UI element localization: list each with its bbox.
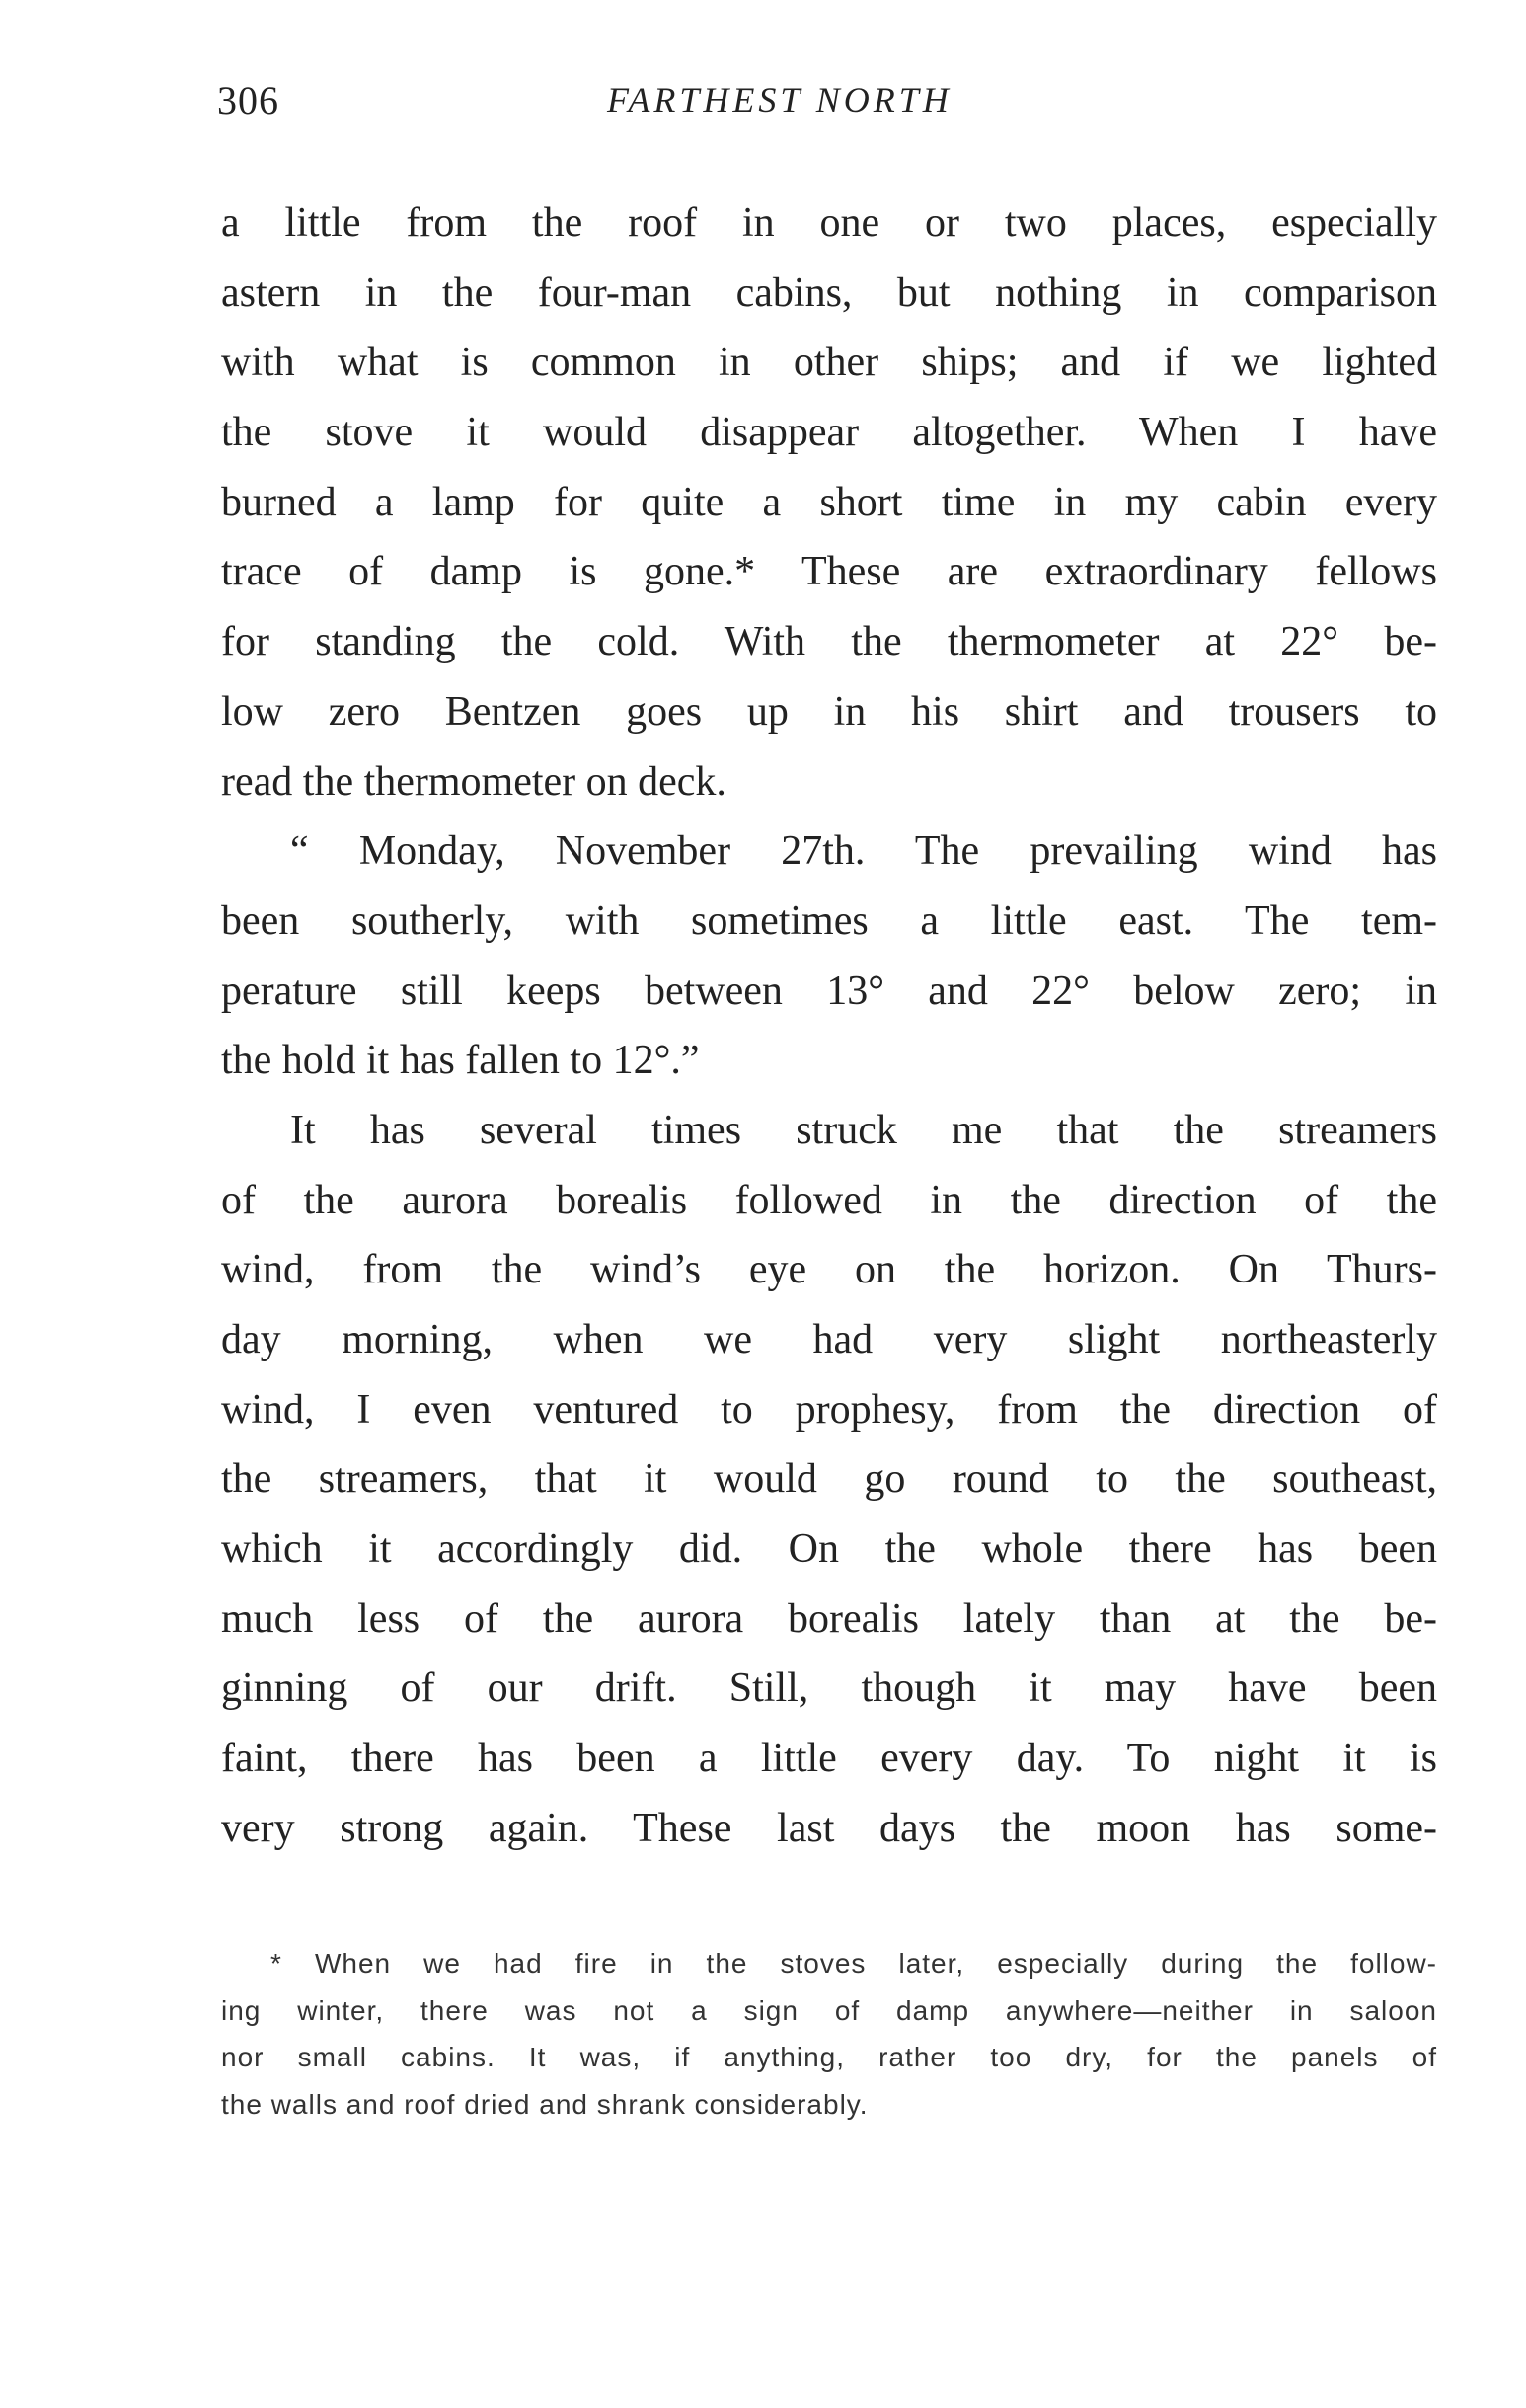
page-header [217, 77, 1431, 136]
running-head: FARTHEST NORTH [607, 80, 953, 119]
text-line: day morning, when we had very slight northeasterly [221, 1317, 1437, 1362]
text-line: faint, there has been a little every day. To night it is [221, 1736, 1437, 1782]
text-line: of the aurora borealis followed in the direction of the [221, 1177, 1437, 1223]
text-line: a little from the roof in one or two places, especially [221, 200, 1437, 246]
text-line: with what is common in other ships; and if we lighted [221, 340, 1437, 386]
text-line: been southerly, with sometimes a little east. The tem- [221, 897, 1437, 944]
text-line: low zero Bentzen goes up in his shirt and trousers to [221, 688, 1437, 735]
footnote [221, 1940, 1437, 2128]
text-line: burned a lamp for quite a short time in my cabin every [221, 479, 1437, 525]
text-line: astern in the four-man cabins, but nothing in comparison [221, 270, 1437, 316]
text-line: “ Monday, November 27th. The prevailing wind has [290, 828, 1437, 875]
footnote-line: ing winter, there was not a sign of damp anywhere—neither in saloon [221, 1994, 1437, 2026]
text-line: read the thermometer on deck. [221, 758, 726, 805]
footnote-line: * When we had fire in the stoves later, especially during the follow- [270, 1948, 1437, 1979]
footnote-line: the walls and roof dried and shrank considerably. [221, 2088, 869, 2120]
text-line: It has several times struck me that the streamers [290, 1107, 1437, 1153]
text-line: which it accordingly did. On the whole there has been [221, 1526, 1437, 1573]
text-line: the streamers, that it would go round to the southeast, [221, 1456, 1437, 1503]
body-text [221, 189, 1437, 1864]
text-line: perature still keeps between 13° and 22° below zero; in [221, 968, 1437, 1014]
text-line: much less of the aurora borealis lately than at the be- [221, 1595, 1437, 1642]
text-line: wind, from the wind’s eye on the horizon. On Thurs- [221, 1247, 1437, 1293]
text-line: the hold it has fallen to 12°.” [221, 1038, 700, 1084]
page-number: 306 [217, 78, 279, 122]
text-line: for standing the cold. With the thermometer at 22° be- [221, 619, 1437, 665]
text-line: very strong again. These last days the moon has some- [221, 1805, 1437, 1851]
footnote-line: nor small cabins. It was, if anything, rather too dry, for the panels of [221, 2042, 1437, 2072]
text-line: the stove it would disappear altogether. When I have [221, 410, 1437, 456]
text-line: wind, I even ventured to prophesy, from the direction of [221, 1386, 1437, 1433]
text-line: ginning of our drift. Still, though it may have been [221, 1666, 1437, 1712]
text-line: trace of damp is gone.* These are extraordinary fellows [221, 549, 1437, 595]
